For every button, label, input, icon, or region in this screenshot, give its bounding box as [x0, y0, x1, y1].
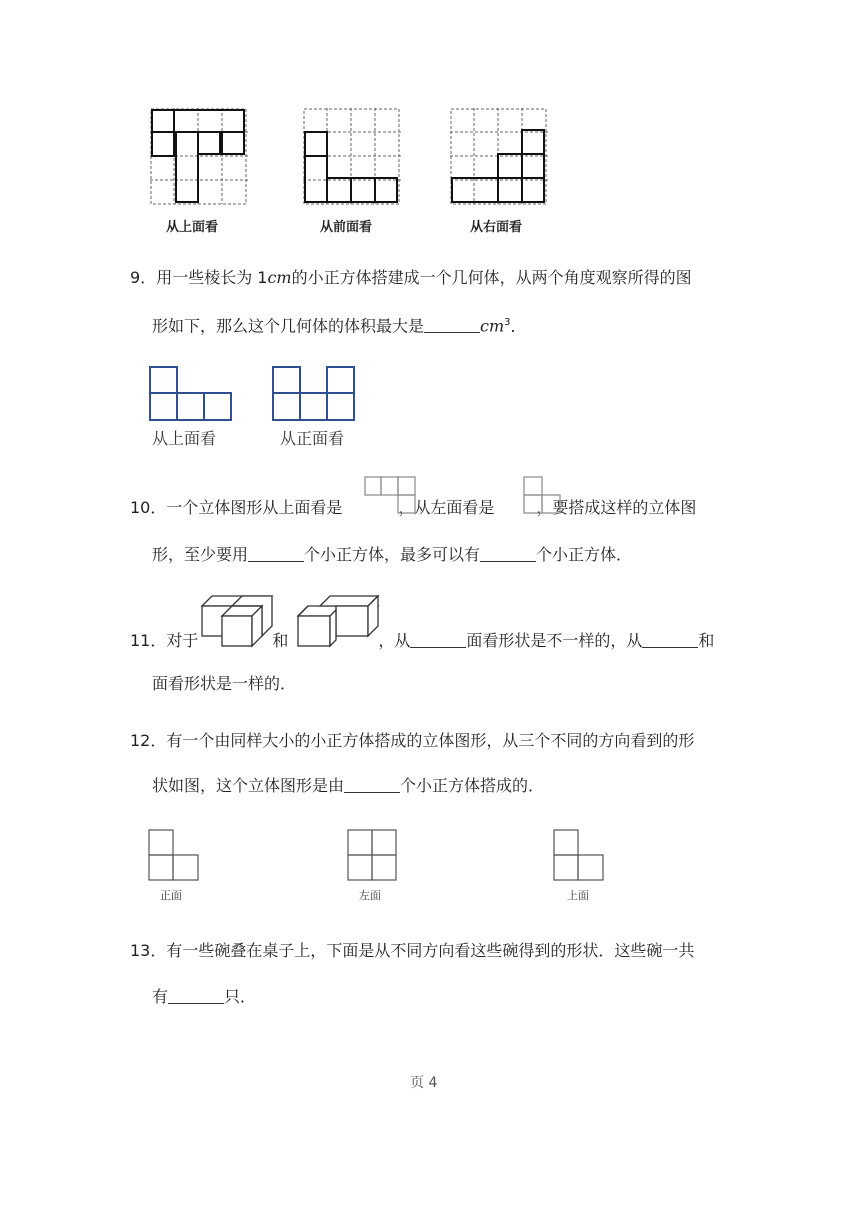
front-view-grid-figure — [303, 108, 403, 212]
q12-left-view-caption: 左面 — [359, 889, 381, 902]
q11-line1: 11．对于 和 ，从 面看形状是不一样的，从 和 — [130, 631, 715, 650]
q11-number: 11 — [130, 631, 151, 650]
q9-line2: 形如下，那么这个几何体的体积最大是 $cm^3$． — [152, 316, 527, 336]
answer-blank[interactable] — [248, 545, 304, 562]
q10-line2: 形，至少要用 个小正方体，最多可以有 个小正方体． — [152, 545, 633, 564]
q9-line1: 9．用一些棱长为 1cm的小正方体搭建成一个几何体，从两个角度观察所得的图 — [130, 268, 692, 287]
unit-cm3: cm — [480, 316, 505, 336]
q11-line2: 面看形状是一样的． — [152, 674, 297, 693]
answer-blank[interactable] — [480, 545, 536, 562]
front-view-caption: 从前面看 — [320, 220, 373, 235]
q9-front-view-caption: 从正面看 — [280, 429, 345, 448]
q12-number: 12 — [130, 731, 151, 750]
right-view-grid-figure — [450, 108, 550, 212]
q9-number: 9 — [130, 268, 141, 287]
page-number: 页 4 — [410, 1075, 438, 1091]
q13-line1: 13．有一些碗叠在桌子上，下面是从不同方向看这些碗得到的形状．这些碗一共 — [130, 941, 695, 960]
q12-left-view-figure — [347, 829, 399, 887]
q10-number: 10 — [130, 498, 151, 517]
q12-front-view-figure — [148, 829, 200, 887]
answer-blank[interactable] — [168, 987, 224, 1004]
answer-blank[interactable] — [410, 631, 466, 648]
q10-top-view-figure — [364, 476, 418, 520]
q10-line1: 10．一个立体图形从上面看是 ，从左面看是 ，要搭成这样的立体图 — [130, 498, 697, 517]
q12-top-view-figure — [553, 829, 605, 887]
unit-cm: cm — [267, 268, 292, 287]
top-view-grid-figure — [150, 108, 250, 212]
top-view-caption: 从上面看 — [166, 220, 219, 235]
q13-number: 13 — [130, 941, 151, 960]
q10-left-view-figure — [523, 476, 563, 520]
answer-blank[interactable] — [344, 776, 400, 793]
q12-front-view-caption: 正面 — [160, 889, 182, 902]
answer-blank[interactable] — [424, 316, 480, 333]
q9-top-view-caption: 从上面看 — [152, 429, 217, 448]
q12-line1: 12．有一个由同样大小的小正方体搭成的立体图形，从三个不同的方向看到的形 — [130, 731, 695, 750]
q12-line2: 状如图，这个立体图形是由 个小正方体搭成的． — [152, 776, 545, 795]
q9-front-view-figure — [272, 366, 356, 426]
q12-top-view-caption: 上面 — [567, 889, 589, 902]
right-view-caption: 从右面看 — [470, 220, 523, 235]
q13-line2: 有 只． — [152, 987, 257, 1006]
q9-top-view-figure — [149, 366, 233, 426]
answer-blank[interactable] — [642, 631, 698, 648]
